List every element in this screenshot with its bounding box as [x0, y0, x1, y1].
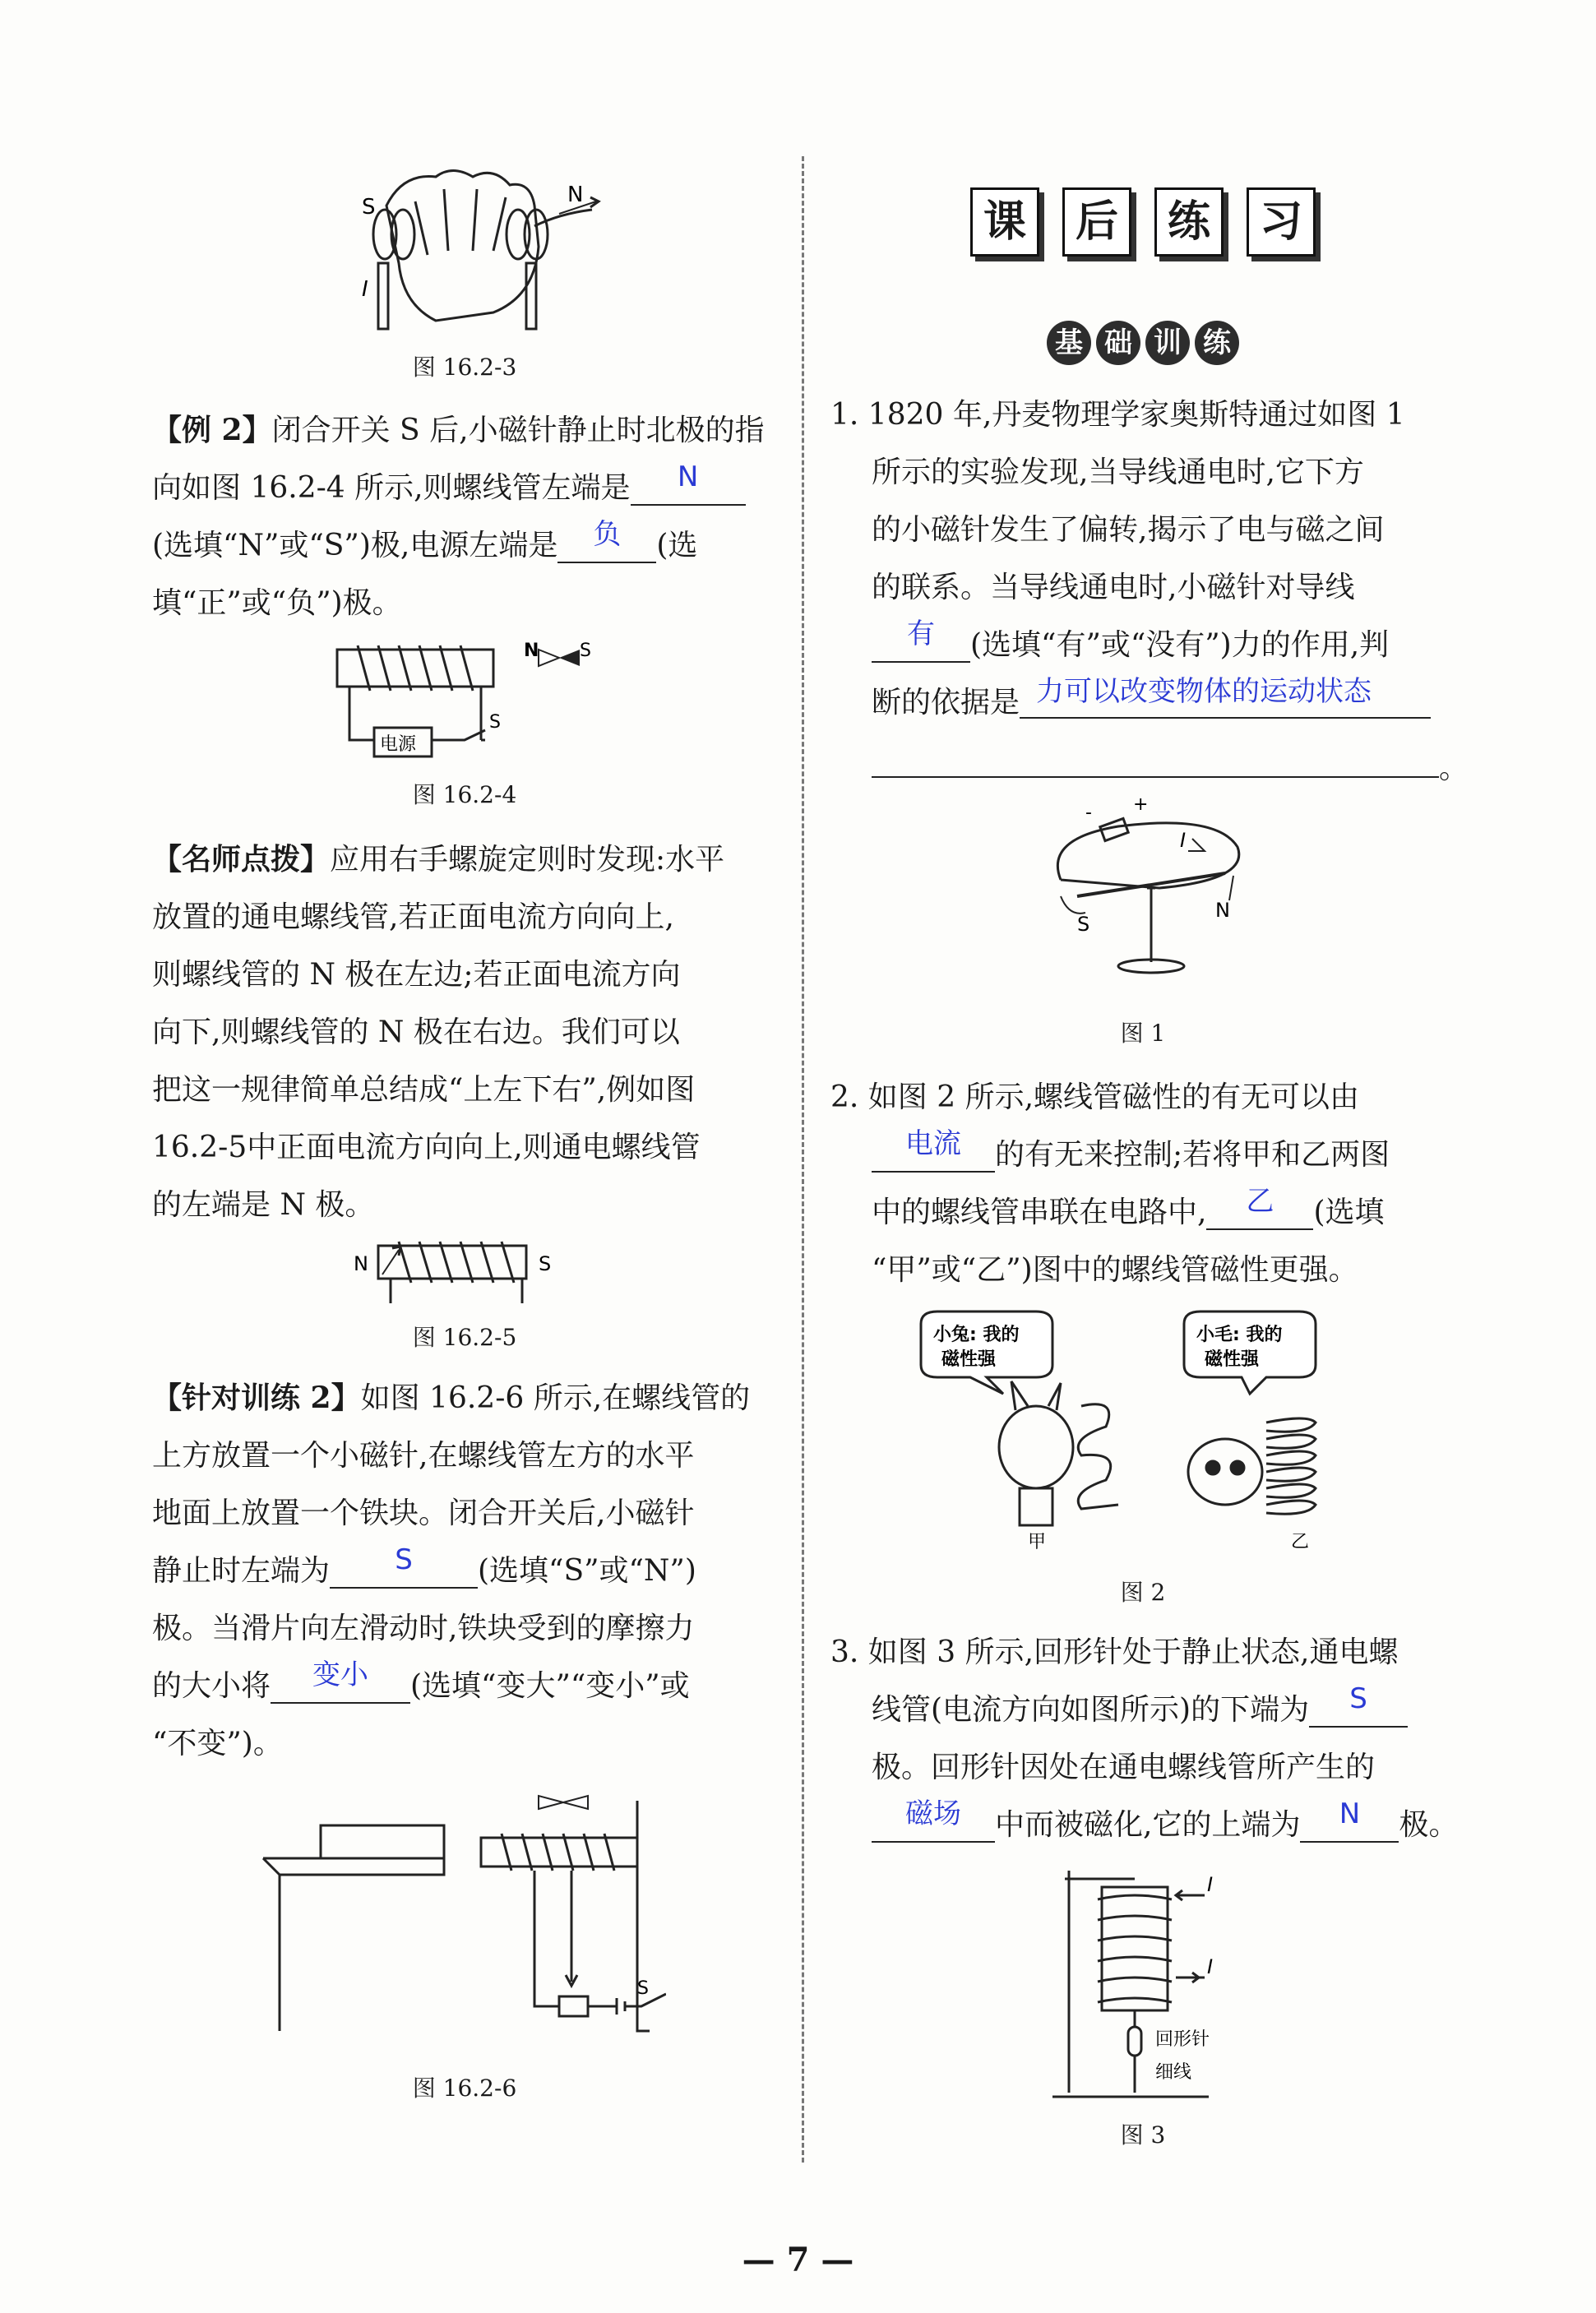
- fig-3-thread-label: 细线: [1155, 2062, 1192, 2083]
- subsection-title: [830, 321, 1455, 365]
- q1-line1: 1. 1820 年,丹麦物理学家奥斯特通过如图 1: [830, 398, 1405, 432]
- teacher-tip-line2: 放置的通电螺线管,若正面电流方向向上,: [152, 900, 674, 934]
- training-2-line2: 上方放置一个小磁针,在螺线管左方的水平: [152, 1439, 695, 1473]
- example-2-answer1: N: [677, 460, 699, 493]
- fig-1-s-label: S: [1077, 913, 1090, 936]
- fig-1-current-label: I: [1180, 829, 1187, 852]
- teacher-tip-line6: 16.2-5中正面电流方向向上,则通电螺线管: [152, 1131, 701, 1164]
- q2-line3: 中的螺线管串联在电路中,: [872, 1196, 1207, 1229]
- training-2-tag: 【针对训练 2】: [152, 1381, 361, 1415]
- title-char-1: 课: [970, 187, 1039, 257]
- figure-16-2-5-solenoid: [349, 1233, 580, 1307]
- caption-16-2-6: 图 16.2-6: [412, 2075, 517, 2102]
- fig-16-2-4-power-label: 电源: [380, 734, 417, 755]
- fig-1-n-label: N: [1215, 899, 1230, 922]
- q3-line4c: 极。: [1399, 1808, 1459, 1842]
- section-title: [830, 187, 1455, 257]
- teacher-tip-line4: 向下,则螺线管的 N 极在右边。我们可以: [152, 1015, 680, 1049]
- q1-line3: 的小磁针发生了偏转,揭示了电与磁之间: [872, 513, 1385, 547]
- caption-fig-1: 图 1: [1120, 1020, 1166, 1047]
- q1-line2: 所示的实验发现,当导线通电时,它下方: [872, 456, 1364, 489]
- subtitle-char-2: 础: [1096, 321, 1140, 365]
- fig-1-minus: -: [1085, 803, 1092, 823]
- fig-16-2-4-switch-label: S: [489, 712, 501, 733]
- q2-line1: 2. 如图 2 所示,螺线管磁性的有无可以由: [830, 1080, 1360, 1114]
- q2-answer2: 乙: [1246, 1185, 1274, 1218]
- training-2-blank1[interactable]: [330, 1543, 478, 1589]
- page-number: — 7 —: [742, 2241, 854, 2279]
- figure-16-2-4-solenoid-circuit: [333, 633, 596, 773]
- q1-blank2[interactable]: [1020, 674, 1431, 719]
- q1-blank2-continued[interactable]: [872, 732, 1439, 778]
- q1-line6: 断的依据是: [872, 686, 1020, 719]
- fig-16-2-4-s-label: S: [580, 641, 591, 661]
- figure-16-2-6-iron-block-solenoid: [255, 1784, 666, 2047]
- example-2-line2: 向如图 16.2-4 所示,则螺线管左端是: [152, 471, 631, 505]
- q2-line2: 的有无来控制;若将甲和乙两图: [995, 1138, 1390, 1172]
- caption-fig-3: 图 3: [1120, 2121, 1166, 2149]
- caption-16-2-3: 图 16.2-3: [412, 354, 517, 381]
- example-2-tag: 【例 2】: [152, 413, 272, 447]
- figure-1-oersted-experiment: [1028, 798, 1274, 995]
- q3-blank1[interactable]: [1309, 1682, 1408, 1728]
- question-1: [830, 386, 1469, 798]
- q3-answer1: S: [1349, 1682, 1367, 1715]
- training-2-line4: 静止时左端为: [152, 1554, 331, 1588]
- training-2-line7: “不变”)。: [152, 1727, 283, 1760]
- example-2-answer2: 负: [593, 518, 622, 551]
- subtitle-char-3: 训: [1145, 321, 1190, 365]
- training-2-line1: 如图 16.2-6 所示,在螺线管的: [360, 1381, 751, 1415]
- training-2-line4b: (选填“S”或“N”): [478, 1554, 696, 1588]
- title-char-2: 后: [1062, 187, 1131, 257]
- training-2-answer2: 变小: [312, 1658, 369, 1691]
- fig-16-2-3-n-label: N: [567, 183, 584, 207]
- fig-16-2-3-s-label: S: [362, 195, 376, 220]
- fig-3-current-label-1: I: [1207, 1873, 1214, 1896]
- training-2-line5: 极。当滑片向左滑动时,铁块受到的摩擦力: [152, 1612, 695, 1645]
- fig-2-bubble2-line1: 小毛: 我的: [1196, 1325, 1283, 1345]
- training-2-blank2[interactable]: [271, 1658, 410, 1704]
- training-2: [152, 1369, 777, 1773]
- fig-16-2-3-i-label: I: [362, 277, 368, 302]
- q1-answer1: 有: [907, 618, 935, 650]
- teacher-tip-tag: 【名师点拨】: [152, 842, 331, 877]
- q3-answer3: N: [1339, 1797, 1361, 1830]
- fig-16-2-4-n-label: N: [524, 641, 539, 661]
- q2-line4: “甲”或“乙”)图中的螺线管磁性更强。: [872, 1253, 1358, 1287]
- teacher-tip-line3: 则螺线管的 N 极在左边;若正面电流方向: [152, 958, 681, 992]
- q1-line4: 的联系。当导线通电时,小磁针对导线: [872, 571, 1355, 604]
- example-2-line3: (选填“N”或“S”)极,电源左端是: [152, 529, 558, 562]
- teacher-tip-line1: 应用右手螺旋定则时发现:水平: [330, 843, 725, 877]
- example-2-blank2[interactable]: [557, 517, 656, 563]
- figure-3-paperclip-solenoid: [1052, 1862, 1266, 2109]
- q3-line4: 中而被磁化,它的上端为: [995, 1808, 1301, 1842]
- fig-2-bubble1-line2: 磁性强: [941, 1349, 997, 1370]
- figure-2-cartoon-solenoids: [904, 1307, 1398, 1554]
- q2-blank2[interactable]: [1206, 1184, 1313, 1230]
- training-2-line6: 的大小将: [152, 1669, 271, 1703]
- teacher-tip-line5: 把这一规律简单总结成“上左下右”,例如图: [152, 1073, 696, 1107]
- q1-answer2: 力可以改变物体的运动状态: [1036, 675, 1372, 708]
- q1-blank1[interactable]: [872, 617, 970, 663]
- title-char-3: 练: [1154, 187, 1224, 257]
- training-2-line6b: (选填“变大”“变小”或: [410, 1669, 690, 1703]
- q3-blank2[interactable]: [872, 1797, 995, 1843]
- fig-16-2-5-s-label: S: [539, 1252, 552, 1275]
- figure-16-2-3-right-hand-rule: [329, 156, 608, 354]
- fig-1-plus: +: [1133, 798, 1149, 815]
- q2-blank1[interactable]: [872, 1126, 995, 1173]
- example-2: [152, 401, 777, 632]
- subtitle-char-4: 练: [1195, 321, 1239, 365]
- q2-line3b: (选填: [1313, 1196, 1385, 1229]
- fig-2-yi-label: 乙: [1291, 1532, 1310, 1552]
- column-divider: [802, 156, 804, 2163]
- teacher-tip: [152, 830, 777, 1234]
- fig-16-2-5-n-label: N: [354, 1252, 368, 1275]
- fig-2-bubble2-line2: 磁性强: [1205, 1349, 1260, 1370]
- fig-2-bubble1-line1: 小兔: 我的: [933, 1325, 1020, 1345]
- q3-line1: 3. 如图 3 所示,回形针处于静止状态,通电螺: [830, 1635, 1399, 1669]
- q1-line5: (选填“有”或“没有”)力的作用,判: [970, 628, 1390, 662]
- training-2-answer1: S: [395, 1543, 413, 1576]
- question-3: [830, 1624, 1459, 1854]
- q2-answer1: 电流: [905, 1127, 961, 1160]
- caption-16-2-4: 图 16.2-4: [412, 781, 517, 808]
- fig-3-current-label-2: I: [1207, 1955, 1214, 1978]
- caption-16-2-5: 图 16.2-5: [412, 1324, 517, 1351]
- q1-end: 。: [1439, 752, 1469, 785]
- caption-fig-2: 图 2: [1120, 1579, 1166, 1606]
- example-2-line1: 闭合开关 S 后,小磁针静止时北极的指: [271, 414, 765, 447]
- question-2: [830, 1069, 1455, 1299]
- q3-line2: 线管(电流方向如图所示)的下端为: [872, 1693, 1310, 1727]
- teacher-tip-line7: 的左端是 N 极。: [152, 1188, 375, 1222]
- title-char-4: 习: [1247, 187, 1316, 257]
- example-2-line3b: (选: [656, 529, 698, 562]
- q3-answer2: 磁场: [905, 1797, 961, 1830]
- training-2-line3: 地面上放置一个铁块。闭合开关后,小磁针: [152, 1497, 695, 1530]
- fig-3-paperclip-label: 回形针: [1155, 2029, 1210, 2050]
- subtitle-char-1: 基: [1047, 321, 1091, 365]
- example-2-blank1[interactable]: [631, 460, 746, 506]
- fig-2-jia-label: 甲: [1028, 1532, 1047, 1552]
- q3-blank3[interactable]: [1300, 1797, 1399, 1843]
- example-2-line4: 填“正”或“负”)极。: [152, 586, 402, 620]
- q3-line3: 极。回形针因处在通电螺线管所产生的: [872, 1751, 1376, 1784]
- fig-16-2-6-switch-label: S: [637, 1978, 649, 1999]
